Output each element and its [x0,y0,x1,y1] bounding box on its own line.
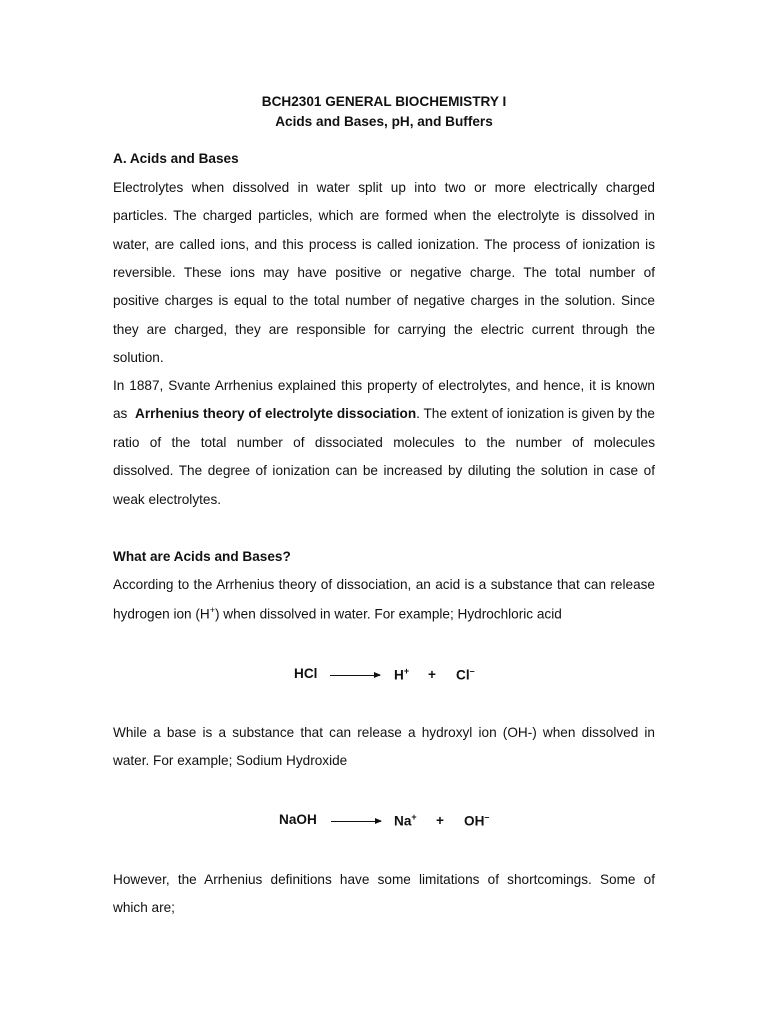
paragraph-line: According to the Arrhenius theory of dissociation, an acid is a substance that can release [113,577,655,592]
text: . The extent of ionization is given by the [416,406,655,421]
arrow-icon [330,675,380,676]
paragraph-line: which are; [113,900,175,915]
paragraph-line [113,406,655,421]
reactant: NaOH [279,812,317,827]
paragraph-line [113,605,655,622]
text: ) when dissolved in water. For example; Hydrochloric acid [215,606,562,622]
product-2: Cl– [456,666,475,683]
paragraph-line: However, the Arrhenius definitions have some limitations of shortcomings. Some of [113,872,655,887]
section-heading: What are Acids and Bases? [113,549,291,564]
paragraph-line: reversible. These ions may have positive or negative charge. The total number of [113,265,655,280]
product-1: H+ [394,666,410,683]
bold-term: Arrhenius theory of electrolyte dissociation [135,406,417,421]
paragraph-line: solution. [113,350,164,365]
arrow-icon [331,821,381,822]
paragraph-line: In 1887, Svante Arrhenius explained this property of electrolytes, and hence, it is known [113,378,655,393]
paragraph-line: Electrolytes when dissolved in water split up into two or more electrically charged [113,180,655,195]
superscript: + [209,605,215,615]
section-heading: A. Acids and Bases [113,151,239,166]
paragraph-line: positive charges is equal to the total number of negative charges in the solution. Since [113,293,655,308]
reactant: HCl [294,666,318,681]
paragraph-line: particles. The charged particles, which are formed when the electrolyte is dissolved in [113,208,655,223]
product-1: Na+ [394,812,417,829]
document-subtitle: Acids and Bases, pH, and Buffers [275,114,493,129]
plus-sign: + [436,813,444,828]
paragraph-line: ratio of the total number of dissociated molecules to the number of molecules [113,435,655,450]
paragraph-line: water, are called ions, and this process is called ionization. The process of ionization is [113,237,655,252]
product-2: OH– [464,812,490,829]
paragraph-line: weak electrolytes. [113,492,222,507]
paragraph-line: water. For example; Sodium Hydroxide [113,753,348,768]
text: hydrogen ion (H [113,606,210,622]
plus-sign: + [428,667,436,682]
paragraph-line: dissolved. The degree of ionization can be increased by diluting the solution in case of [113,463,655,478]
paragraph-line: they are charged, they are responsible for carrying the electric current through the [113,322,655,337]
text: as [113,406,132,421]
paragraph-line: While a base is a substance that can release a hydroxyl ion (OH-) when dissolved in [113,725,655,740]
document-title: BCH2301 GENERAL BIOCHEMISTRY I [261,94,507,109]
